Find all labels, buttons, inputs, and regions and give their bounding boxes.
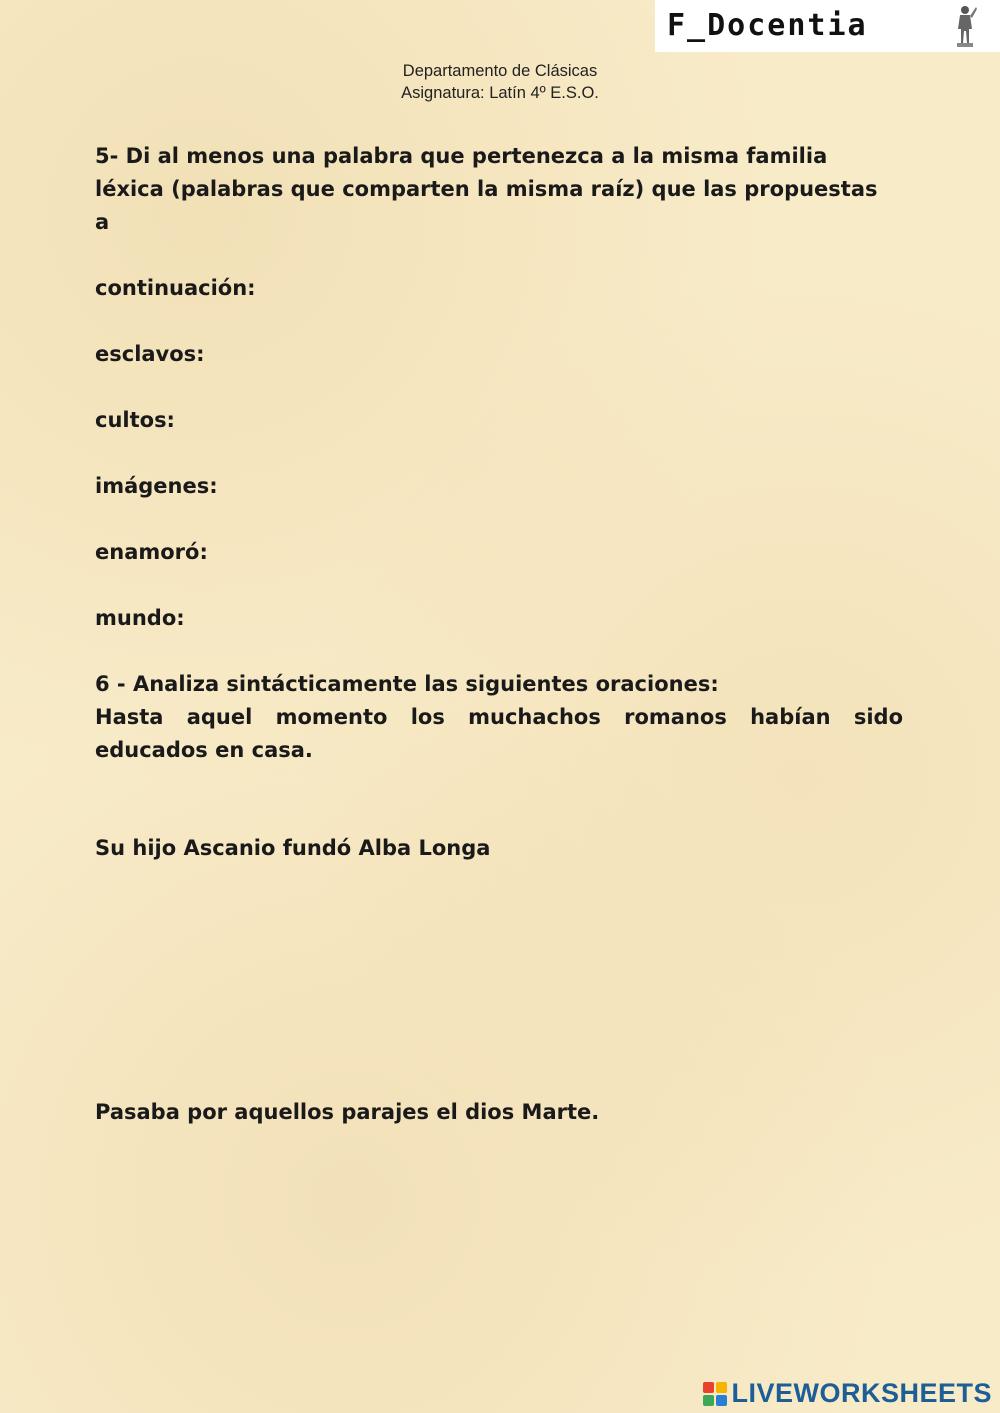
word-item: esclavos: [95,342,205,366]
word-item: imágenes: [95,474,218,498]
watermark-text: LIVEWORKSHEETS [731,1378,992,1408]
logo-text: F_Docentia [667,8,868,43]
question-6-sentence-1: Hasta aquel momento los muchachos romanos habían sido educados en casa. [95,705,903,762]
question-5-line-2: léxica (palabras que comparten la misma raíz) que las propuestas [95,177,878,201]
department-name: Departamento de Clásicas [402,62,598,80]
question-6-sentence-3: Pasaba por aquellos parajes el dios Marte. [95,1100,600,1124]
logo-square [703,1382,714,1393]
question-6-title: 6 - Analiza sintácticamente las siguientes oraciones: [95,672,719,696]
question-5-line-1: 5- Di al menos una palabra que pertenezca a la misma familia [95,144,828,168]
logo-square [703,1395,714,1406]
word-item: cultos: [95,408,175,432]
liveworksheets-watermark [703,1378,992,1409]
question-5-prompt [95,140,903,239]
document-header [300,60,700,104]
statue-figure-icon [952,3,978,49]
subject-name: Asignatura: Latín 4º E.S.O. [401,84,599,102]
word-item: enamoró: [95,540,208,564]
question-6-sentence-2: Su hijo Ascanio fundó Alba Longa [95,836,491,860]
word-item: mundo: [95,606,185,630]
question-5-line-4: continuación: [95,276,256,300]
logo-square [716,1382,727,1393]
liveworksheets-logo-icon [703,1382,727,1406]
logo-square [716,1395,727,1406]
docentia-logo [655,0,1000,52]
question-5-line-3: a [95,210,110,234]
